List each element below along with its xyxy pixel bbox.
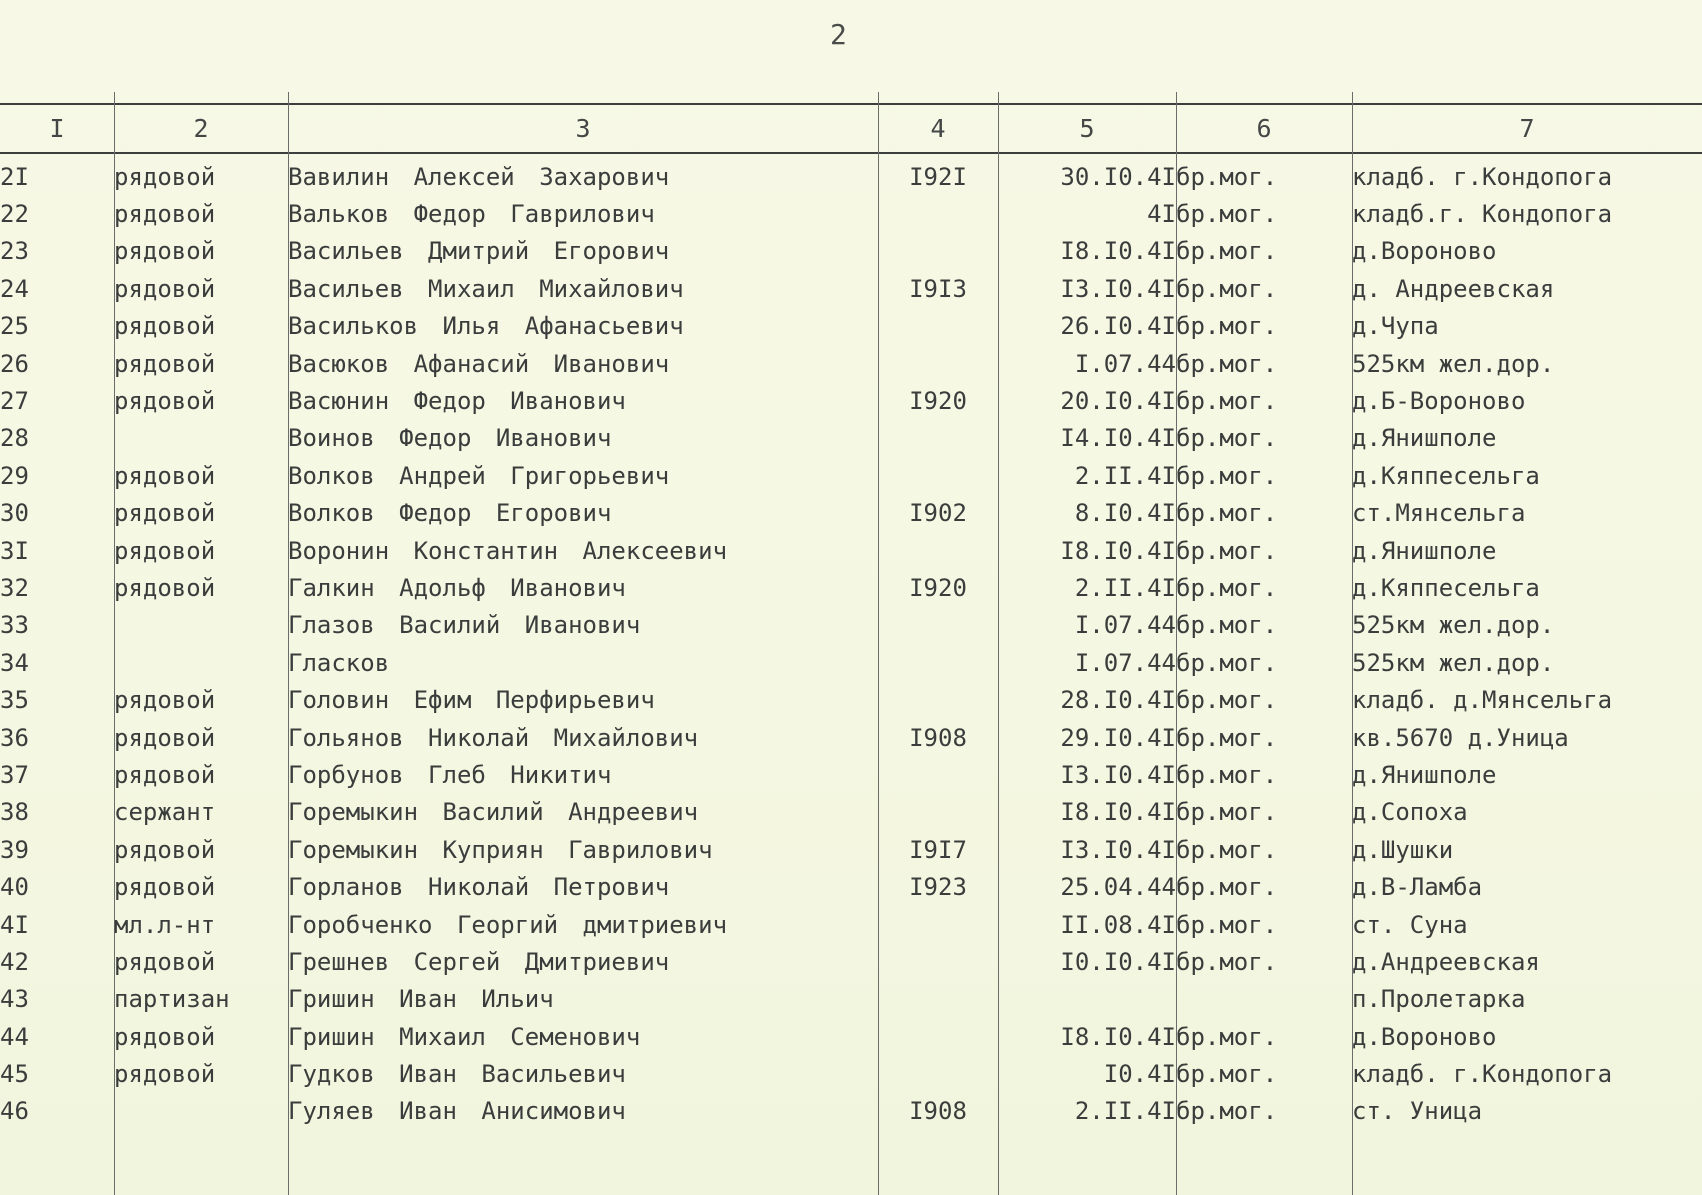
- death-date-cell: I8.I0.4I: [1060, 536, 1176, 565]
- burial-place-cell: кладб.г. Кондопога: [1352, 200, 1613, 229]
- row-number: 34: [0, 648, 29, 677]
- table-row: [0, 943, 1702, 980]
- death-date-cell: 8.I0.4I: [1074, 499, 1176, 528]
- birth-year-cell: [878, 420, 998, 457]
- grave-type-cell: бр.мог.: [1176, 461, 1278, 490]
- birth-year-cell: I92I: [909, 162, 967, 191]
- birth-year-cell: [878, 308, 998, 345]
- rank-cell: мл.л-нт: [114, 910, 216, 939]
- death-date-cell: I.07.44: [1074, 648, 1176, 677]
- grave-type-cell: бр.мог.: [1176, 760, 1278, 789]
- burial-place-cell: ст. Уница: [1352, 1097, 1483, 1126]
- table-row: [0, 831, 1702, 868]
- row-number: 42: [0, 947, 29, 976]
- table-row: [0, 756, 1702, 793]
- grave-type-cell: бр.мог.: [1176, 349, 1278, 378]
- table-row: [0, 270, 1702, 307]
- grave-type-cell: бр.мог.: [1176, 910, 1278, 939]
- rank-cell: рядовой: [114, 723, 216, 752]
- name-cell: Горобченко Георгий дмитриевич: [288, 910, 728, 939]
- burial-place-cell: ст. Суна: [1352, 910, 1468, 939]
- name-cell: Горланов Николай Петрович: [288, 873, 670, 902]
- row-number: 35: [0, 686, 29, 715]
- death-date-cell: I0.I0.4I: [1060, 947, 1176, 976]
- death-date-cell: I8.I0.4I: [1060, 1022, 1176, 1051]
- table-row: [0, 532, 1702, 569]
- burial-place-cell: д.Янишполе: [1352, 424, 1497, 453]
- rank-cell: сержант: [114, 798, 216, 827]
- rank-cell: рядовой: [114, 499, 216, 528]
- burial-place-cell: д.Кяппесельга: [1352, 461, 1540, 490]
- death-date-cell: I.07.44: [1074, 349, 1176, 378]
- death-date-cell: I8.I0.4I: [1060, 237, 1176, 266]
- table-row: [0, 644, 1702, 681]
- row-number: 2I: [0, 162, 29, 191]
- row-number: 23: [0, 237, 29, 266]
- table-row: [0, 794, 1702, 831]
- name-cell: Горбунов Глеб Никитич: [288, 760, 612, 789]
- burial-place-cell: кладб. г.Кондопога: [1352, 1060, 1613, 1089]
- burial-place-cell: кв.5670 д.Уница: [1352, 723, 1569, 752]
- column-header: 7: [1519, 113, 1535, 143]
- birth-year-cell: I908: [909, 723, 967, 752]
- birth-year-cell: I923: [909, 873, 967, 902]
- name-cell: Гольянов Николай Михайлович: [288, 723, 699, 752]
- grave-type-cell: бр.мог.: [1176, 1097, 1278, 1126]
- table-row: [0, 906, 1702, 943]
- rank-cell: рядовой: [114, 873, 216, 902]
- row-number: 3I: [0, 536, 29, 565]
- death-date-cell: II.08.4I: [1060, 910, 1176, 939]
- row-number: 22: [0, 200, 29, 229]
- table-row: [0, 607, 1702, 644]
- burial-place-cell: 525км жел.дор.: [1352, 611, 1555, 640]
- grave-type-cell: [1176, 981, 1352, 1018]
- death-date-cell: I8.I0.4I: [1060, 798, 1176, 827]
- name-cell: Гласков: [288, 648, 390, 677]
- table-row: [0, 195, 1702, 232]
- name-cell: Вавилин Алексей Захарович: [288, 162, 670, 191]
- row-number: 40: [0, 873, 29, 902]
- name-cell: Гуляев Иван Анисимович: [288, 1097, 626, 1126]
- birth-year-cell: I9I3: [909, 274, 967, 303]
- table-row: [0, 420, 1702, 457]
- row-number: 38: [0, 798, 29, 827]
- death-date-cell: 2.II.4I: [1074, 573, 1176, 602]
- grave-type-cell: бр.мог.: [1176, 798, 1278, 827]
- death-date-cell: 25.04.44: [1060, 873, 1176, 902]
- column-header: 5: [1079, 113, 1095, 143]
- rank-cell: рядовой: [114, 312, 216, 341]
- burial-place-cell: д.Янишполе: [1352, 536, 1497, 565]
- name-cell: Глазов Василий Иванович: [288, 611, 641, 640]
- row-number: 32: [0, 573, 29, 602]
- column-header: I: [49, 113, 65, 143]
- row-number: 46: [0, 1097, 29, 1126]
- rank-cell: рядовой: [114, 461, 216, 490]
- grave-type-cell: бр.мог.: [1176, 573, 1278, 602]
- birth-year-cell: I902: [909, 499, 967, 528]
- table-row: [0, 495, 1702, 532]
- death-date-cell: I3.I0.4I: [1060, 760, 1176, 789]
- row-number: 26: [0, 349, 29, 378]
- rank-cell: рядовой: [114, 1022, 216, 1051]
- grave-type-cell: бр.мог.: [1176, 1022, 1278, 1051]
- table-row: [0, 382, 1702, 419]
- table-row: [0, 719, 1702, 756]
- death-date-cell: [998, 981, 1176, 1018]
- name-cell: Головин Ефим Перфирьевич: [288, 686, 655, 715]
- grave-type-cell: бр.мог.: [1176, 611, 1278, 640]
- table-row: [0, 569, 1702, 606]
- birth-year-cell: [878, 906, 998, 943]
- death-date-cell: 20.I0.4I: [1060, 387, 1176, 416]
- grave-type-cell: бр.мог.: [1176, 1060, 1278, 1089]
- grave-type-cell: бр.мог.: [1176, 536, 1278, 565]
- name-cell: Васильев Дмитрий Егорович: [288, 237, 670, 266]
- rank-cell: рядовой: [114, 274, 216, 303]
- rank-cell: рядовой: [114, 536, 216, 565]
- rank-cell: [114, 420, 288, 457]
- row-number: 45: [0, 1060, 29, 1089]
- table-row: [0, 152, 1702, 195]
- birth-year-cell: [878, 644, 998, 681]
- death-date-cell: 28.I0.4I: [1060, 686, 1176, 715]
- burial-place-cell: д.Вороново: [1352, 1022, 1497, 1051]
- grave-type-cell: бр.мог.: [1176, 387, 1278, 416]
- rank-cell: рядовой: [114, 686, 216, 715]
- birth-year-cell: [878, 345, 998, 382]
- birth-year-cell: [878, 981, 998, 1018]
- name-cell: Васильков Илья Афанасьевич: [288, 312, 684, 341]
- grave-type-cell: бр.мог.: [1176, 424, 1278, 453]
- rank-cell: [114, 607, 288, 644]
- birth-year-cell: I920: [909, 573, 967, 602]
- birth-year-cell: [878, 681, 998, 718]
- row-number: 43: [0, 985, 29, 1014]
- burial-place-cell: д.Янишполе: [1352, 760, 1497, 789]
- header-row: [0, 104, 1702, 152]
- burial-place-cell: п.Пролетарка: [1352, 985, 1526, 1014]
- rank-cell: рядовой: [114, 349, 216, 378]
- death-date-cell: 2.II.4I: [1074, 461, 1176, 490]
- name-cell: Горемыкин Василий Андреевич: [288, 798, 699, 827]
- death-date-cell: 4I: [1147, 200, 1176, 229]
- rank-cell: рядовой: [114, 835, 216, 864]
- burial-place-cell: 525км жел.дор.: [1352, 648, 1555, 677]
- rank-cell: рядовой: [114, 760, 216, 789]
- grave-type-cell: бр.мог.: [1176, 162, 1278, 191]
- row-number: 4I: [0, 910, 29, 939]
- row-number: 30: [0, 499, 29, 528]
- rank-cell: партизан: [114, 985, 230, 1014]
- name-cell: Гришин Иван Ильич: [288, 985, 554, 1014]
- burial-place-cell: д.Кяппесельга: [1352, 573, 1540, 602]
- row-number: 29: [0, 461, 29, 490]
- name-cell: Галкин Адольф Иванович: [288, 573, 626, 602]
- death-date-cell: I0.4I: [1103, 1060, 1176, 1089]
- row-number: 44: [0, 1022, 29, 1051]
- grave-type-cell: бр.мог.: [1176, 237, 1278, 266]
- name-cell: Грешнев Сергей Дмитриевич: [288, 947, 670, 976]
- table-row: [0, 981, 1702, 1018]
- table-row: [0, 308, 1702, 345]
- page-number: 2: [830, 18, 847, 51]
- column-header: 3: [575, 113, 591, 143]
- table-row: [0, 868, 1702, 905]
- row-number: 27: [0, 387, 29, 416]
- rank-cell: [114, 1093, 288, 1130]
- grave-type-cell: бр.мог.: [1176, 835, 1278, 864]
- row-number: 28: [0, 424, 29, 453]
- name-cell: Васюнин Федор Иванович: [288, 387, 626, 416]
- death-date-cell: I3.I0.4I: [1060, 274, 1176, 303]
- name-cell: Горемыкин Куприян Гаврилович: [288, 835, 713, 864]
- name-cell: Гудков Иван Васильевич: [288, 1060, 626, 1089]
- burial-place-cell: д.Сопоха: [1352, 798, 1468, 827]
- table-row: [0, 1093, 1702, 1130]
- column-header: 6: [1256, 113, 1272, 143]
- name-cell: Васильев Михаил Михайлович: [288, 274, 684, 303]
- name-cell: Гришин Михаил Семенович: [288, 1022, 641, 1051]
- death-date-cell: I4.I0.4I: [1060, 424, 1176, 453]
- birth-year-cell: I920: [909, 387, 967, 416]
- table-row: [0, 681, 1702, 718]
- name-cell: Васюков Афанасий Иванович: [288, 349, 670, 378]
- column-header: 4: [930, 113, 946, 143]
- column-header: 2: [193, 113, 209, 143]
- rank-cell: рядовой: [114, 387, 216, 416]
- burial-place-cell: ст.Мянсельга: [1352, 499, 1526, 528]
- birth-year-cell: [878, 233, 998, 270]
- table-row: [0, 233, 1702, 270]
- row-number: 33: [0, 611, 29, 640]
- row-number: 25: [0, 312, 29, 341]
- table-row: [0, 1055, 1702, 1092]
- table-row: [0, 457, 1702, 494]
- birth-year-cell: [878, 532, 998, 569]
- burial-place-cell: д.В-Ламба: [1352, 873, 1483, 902]
- grave-type-cell: бр.мог.: [1176, 947, 1278, 976]
- birth-year-cell: I908: [909, 1097, 967, 1126]
- name-cell: Волков Андрей Григорьевич: [288, 461, 670, 490]
- rank-cell: рядовой: [114, 200, 216, 229]
- death-date-cell: 26.I0.4I: [1060, 312, 1176, 341]
- birth-year-cell: I9I7: [909, 835, 967, 864]
- death-date-cell: 2.II.4I: [1074, 1097, 1176, 1126]
- burial-place-cell: д.Чупа: [1352, 312, 1439, 341]
- burial-place-cell: д.Шушки: [1352, 835, 1454, 864]
- burial-place-cell: 525км жел.дор.: [1352, 349, 1555, 378]
- grave-type-cell: бр.мог.: [1176, 499, 1278, 528]
- row-number: 37: [0, 760, 29, 789]
- birth-year-cell: [878, 943, 998, 980]
- row-number: 24: [0, 274, 29, 303]
- name-cell: Волков Федор Егорович: [288, 499, 612, 528]
- grave-type-cell: бр.мог.: [1176, 873, 1278, 902]
- grave-type-cell: бр.мог.: [1176, 686, 1278, 715]
- table-row: [0, 1018, 1702, 1055]
- death-date-cell: 30.I0.4I: [1060, 162, 1176, 191]
- rank-cell: рядовой: [114, 1060, 216, 1089]
- burial-place-cell: д.Вороново: [1352, 237, 1497, 266]
- birth-year-cell: [878, 1055, 998, 1092]
- grave-type-cell: бр.мог.: [1176, 312, 1278, 341]
- grave-type-cell: бр.мог.: [1176, 274, 1278, 303]
- row-number: 36: [0, 723, 29, 752]
- burial-place-cell: д. Андреевская: [1352, 274, 1555, 303]
- burial-place-cell: кладб. д.Мянсельга: [1352, 686, 1613, 715]
- birth-year-cell: [878, 457, 998, 494]
- birth-year-cell: [878, 756, 998, 793]
- death-date-cell: I.07.44: [1074, 611, 1176, 640]
- grave-type-cell: бр.мог.: [1176, 648, 1278, 677]
- birth-year-cell: [878, 1018, 998, 1055]
- burial-place-cell: д.Б-Вороново: [1352, 387, 1526, 416]
- name-cell: Вальков Федор Гаврилович: [288, 200, 655, 229]
- grave-type-cell: бр.мог.: [1176, 723, 1278, 752]
- burial-place-cell: кладб. г.Кондопога: [1352, 162, 1613, 191]
- rank-cell: [114, 644, 288, 681]
- birth-year-cell: [878, 607, 998, 644]
- burial-place-cell: д.Андреевская: [1352, 947, 1540, 976]
- grave-type-cell: бр.мог.: [1176, 200, 1278, 229]
- rank-cell: рядовой: [114, 573, 216, 602]
- rank-cell: рядовой: [114, 947, 216, 976]
- death-date-cell: I3.I0.4I: [1060, 835, 1176, 864]
- name-cell: Воинов Федор Иванович: [288, 424, 612, 453]
- burial-register-table: [0, 104, 1702, 1130]
- birth-year-cell: [878, 195, 998, 232]
- birth-year-cell: [878, 794, 998, 831]
- death-date-cell: 29.I0.4I: [1060, 723, 1176, 752]
- rank-cell: рядовой: [114, 237, 216, 266]
- rank-cell: рядовой: [114, 162, 216, 191]
- row-number: 39: [0, 835, 29, 864]
- table-row: [0, 345, 1702, 382]
- name-cell: Воронин Константин Алексеевич: [288, 536, 728, 565]
